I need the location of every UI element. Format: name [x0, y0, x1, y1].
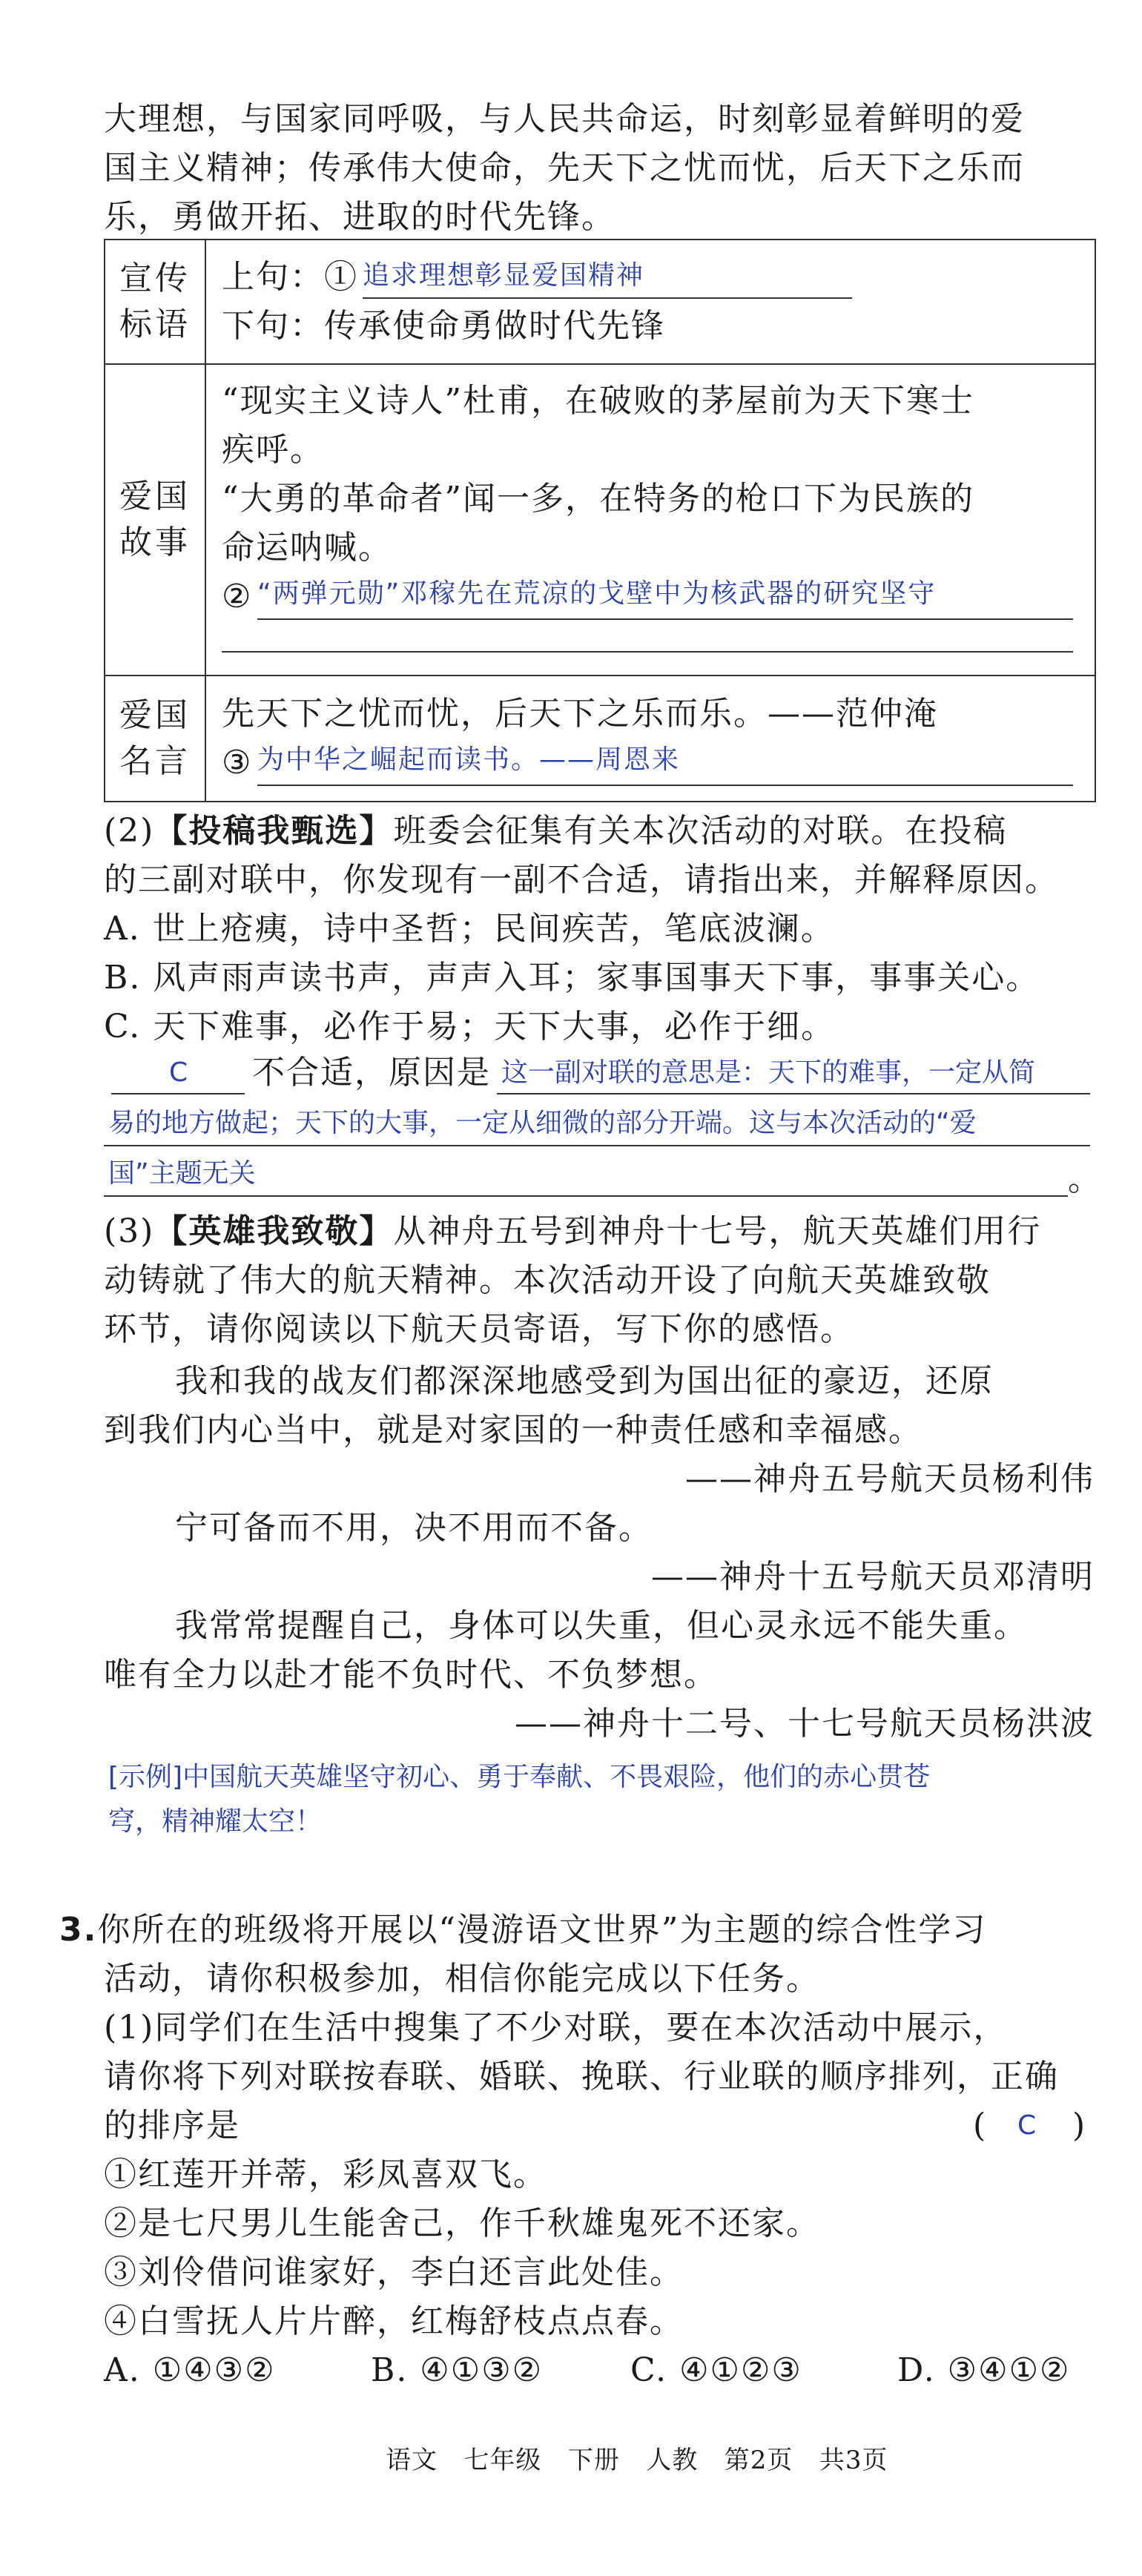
story-answer-mark: ②	[222, 578, 253, 615]
q3-line-1	[104, 1207, 1041, 1256]
q2-line-1	[104, 807, 1007, 856]
intro-line-3: 乐，勇做开拓、进取的时代先锋。	[104, 198, 615, 236]
slogan-cell	[205, 240, 1095, 364]
choice-b: B. ④①③②	[371, 2351, 544, 2389]
footer-subject: 语文	[386, 2445, 438, 2475]
quote-header: 爱国 名言	[105, 676, 205, 802]
choice-a: A. ①④③②	[104, 2351, 276, 2389]
upper-line-label: 上句：①	[222, 258, 358, 296]
q2-answer-line-2: 易的地方做起；天下的大事，一定从细微的部分开端。这与本次活动的“爱	[108, 1108, 977, 1138]
question3-answer: C	[1017, 2110, 1037, 2141]
q3-line-3: 环节，请你阅读以下航天员寄语，写下你的感悟。	[104, 1310, 854, 1348]
question3-sub1-line-3: 的排序是	[104, 2107, 240, 2144]
story-line-3: “大勇的革命者”闻一多，在特务的枪口下为民族的	[222, 480, 974, 518]
question3-number: 3.	[59, 1911, 98, 1949]
intro-line-1: 大理想，与国家同呼吸，与人民共命运，时刻彰显着鲜明的爱	[104, 100, 1025, 138]
footer-edition: 人教	[646, 2445, 699, 2475]
activity-table	[104, 239, 1096, 802]
lower-line: 下句：传承使命勇做时代先锋	[222, 307, 665, 345]
q2-line-2: 的三副对联中，你发现有一副不合适，请指出来，并解释原因。	[104, 861, 1059, 899]
q2-option-a: A. 世上疮痍，诗中圣哲；民间疾苦，笔底波澜。	[104, 910, 835, 948]
q3-title: 【英雄我致敬】	[154, 1212, 394, 1250]
quote3-source: ——神舟十二号、十七号航天员杨洪波	[515, 1705, 1095, 1743]
q3-answer-line-1: [示例]中国航天英雄坚守初心、勇于奉献、不畏艰险，他们的赤心贯苍	[108, 1762, 931, 1792]
q3-label: (3)	[104, 1212, 155, 1250]
story-header: 爱国 故事	[105, 364, 205, 676]
q2-answer-choice: C	[169, 1057, 188, 1088]
story-cell	[205, 364, 1095, 676]
quote3-line-1: 我常常提醒自己，身体可以失重，但心灵永远不能失重。	[175, 1607, 1028, 1645]
story-line-1: “现实主义诗人”杜甫，在破败的茅屋前为天下寒士	[222, 382, 974, 420]
footer-grade: 七年级	[463, 2445, 542, 2475]
intro-line-2: 国主义精神；传承伟大使命，先天下之忧而忧，后天下之乐而	[104, 149, 1025, 187]
choice-c: C. ④①②③	[630, 2351, 802, 2389]
quote-answer: 为中华之崛起而读书。——周恩来	[257, 744, 681, 775]
question3-intro-1: 你所在的班级将开展以“漫游语文世界”为主题的综合性学习	[97, 1911, 987, 1949]
couplet-item-4: ④白雪抚人片片醉，红梅舒枝点点春。	[104, 2302, 684, 2340]
quote1-line-1: 我和我的战友们都深深地感受到为国出征的豪迈，还原	[175, 1362, 994, 1400]
table-row-quote	[105, 676, 1095, 802]
answer-paren-close: )	[1072, 2107, 1087, 2144]
quote-cell	[205, 676, 1095, 802]
answer-paren-open: (	[973, 2107, 988, 2144]
quote1-source: ——神舟五号航天员杨利伟	[685, 1460, 1095, 1498]
q3-line-2: 动铸就了伟大的航天精神。本次活动开设了向航天英雄致敬	[104, 1261, 991, 1299]
quote3-line-2: 唯有全力以赴才能不负时代、不负梦想。	[104, 1656, 718, 1694]
q2-label: (2)	[104, 812, 155, 850]
q3-answer-line-2: 穹，精神耀太空！	[108, 1806, 323, 1837]
quote2-line-1: 宁可备而不用，决不用而不备。	[175, 1509, 653, 1547]
upper-line-answer: 追求理想彰显爱国精神	[363, 260, 645, 291]
quote1-line-2: 到我们内心当中，就是对家国的一种责任感和幸福感。	[104, 1411, 922, 1449]
question3-line-1	[59, 1906, 986, 1955]
q2-option-b: B. 风声雨声读书声，声声入耳；家事国事天下事，事事关心。	[104, 959, 1040, 997]
q2-option-c: C. 天下难事，必作于易；天下大事，必作于细。	[104, 1008, 836, 1046]
q3-text-1: 从神舟五号到神舟十七号，航天英雄们用行	[393, 1212, 1042, 1250]
story-line-4: 命运呐喊。	[222, 529, 392, 567]
question3-line-2: 活动，请你积极参加，相信你能完成以下任务。	[104, 1960, 820, 1998]
quote-line: 先天下之忧而忧，后天下之乐而乐。——范仲淹	[222, 695, 938, 733]
table-row-story	[105, 364, 1095, 676]
couplet-item-3: ③刘伶借问谁家好，李白还言此处佳。	[104, 2253, 684, 2291]
footer-volume: 下册	[567, 2445, 620, 2475]
question3-sub1-line-1: (1)同学们在生活中搜集了不少对联，要在本次活动中展示，	[104, 2009, 1008, 2047]
q2-end-mark: 。	[1068, 1160, 1102, 1198]
q2-answer-line-1: 这一副对联的意思是：天下的难事，一定从简	[501, 1057, 1036, 1088]
q2-title: 【投稿我甄选】	[154, 812, 394, 850]
page-footer	[386, 2440, 888, 2476]
quote2-source: ——神舟十五号航天员邓清明	[651, 1558, 1095, 1596]
couplet-item-2: ②是七尺男儿生能舍己，作千秋雄鬼死不还家。	[104, 2205, 820, 2242]
table-row-slogan	[105, 240, 1095, 364]
question3-sub1-line-2: 请你将下列对联按春联、婚联、挽联、行业联的顺序排列，正确	[104, 2058, 1059, 2096]
choice-d: D. ③④①②	[897, 2351, 1071, 2389]
footer-page: 第2页	[724, 2445, 793, 2475]
couplet-item-1: ①红莲开并蒂，彩凤喜双飞。	[104, 2156, 547, 2193]
q2-reason-label: 不合适，原因是	[252, 1054, 491, 1092]
footer-total: 共3页	[819, 2445, 888, 2475]
q2-answer-line-3: 国”主题无关	[108, 1158, 256, 1189]
story-answer: “两弹元勋”邓稼先在荒凉的戈壁中为核武器的研究坚守	[257, 578, 937, 609]
slogan-header: 宣传 标语	[105, 240, 205, 364]
q2-text-1: 班委会征集有关本次活动的对联。在投稿	[393, 812, 1008, 850]
story-line-2: 疾呼。	[222, 431, 324, 469]
quote-answer-mark: ③	[222, 744, 253, 782]
